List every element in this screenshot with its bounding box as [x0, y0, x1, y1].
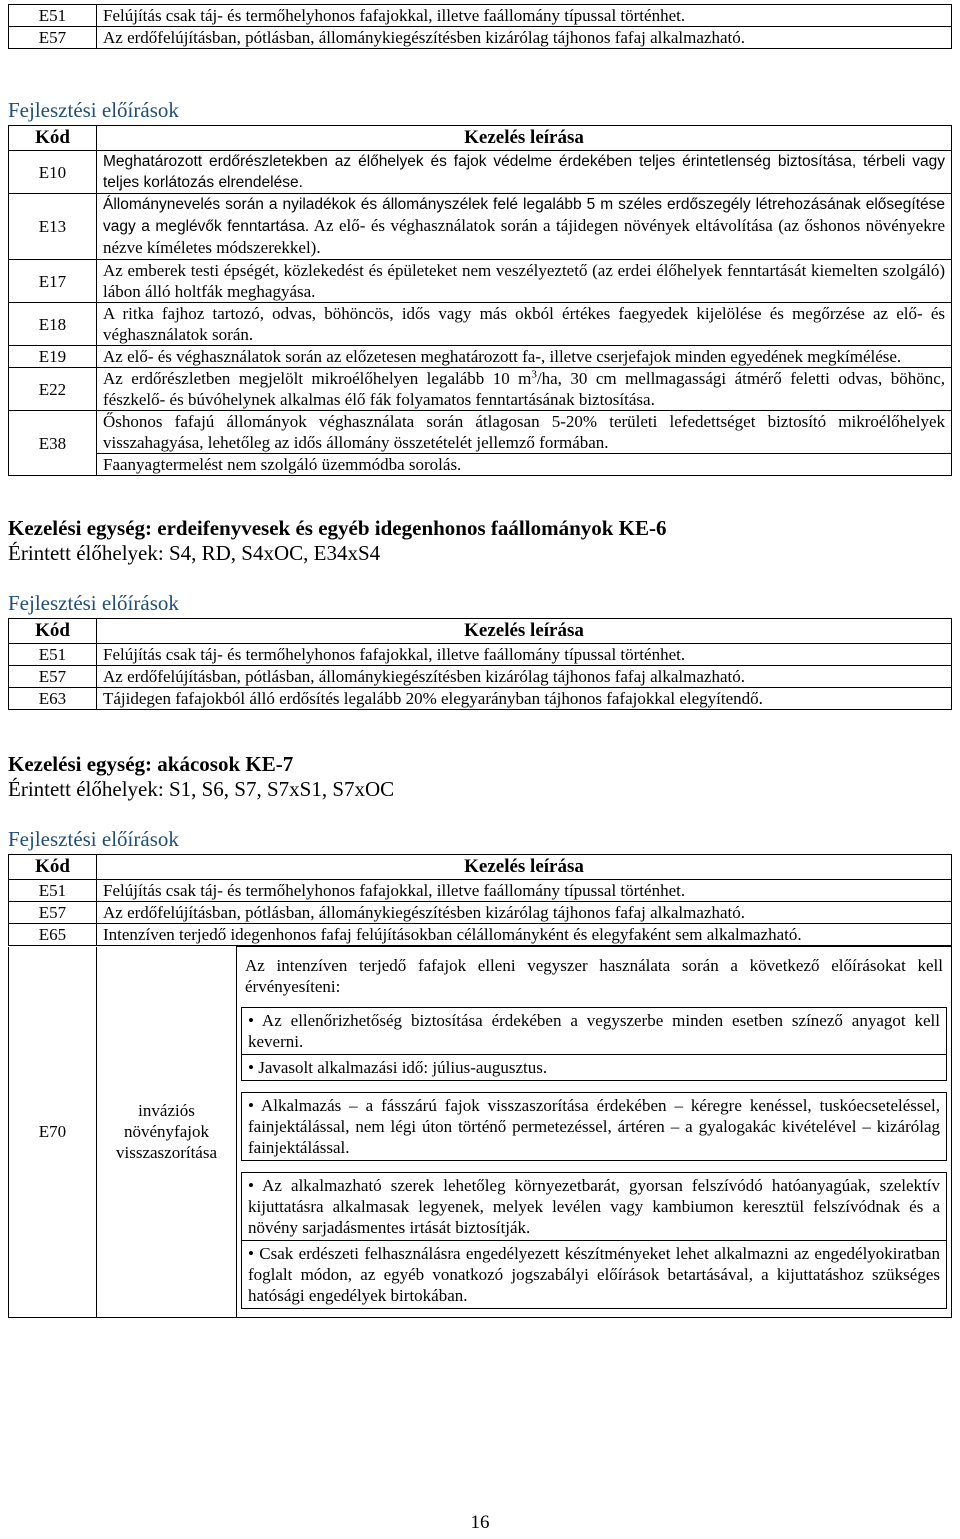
- bullet-content: Csak erdészeti felhasználásra engedélyezett készítményeket lehet alkalmazni az engedélyokiratban foglalt módon, az egyéb vonatkozó jogszabályi előírások betartásával, a kijuttatáshoz szükséges hatósági engedélyek birtokában.: [248, 1244, 940, 1305]
- code-cell: E57: [9, 666, 97, 688]
- desc-header: Kezelés leírása: [97, 126, 952, 151]
- table-header: [9, 619, 952, 644]
- desc-cell: Meghatározott erdőrészletekben az élőhelyek és fajok védelme érdekében teljes érintetlenség biztosítása, térbeli vagy teljes korlátozás elrendelése.: [97, 151, 952, 194]
- bullet-text: [242, 1093, 947, 1161]
- table-row: [9, 151, 952, 194]
- bullet-content: Az alkalmazható szerek lehetőleg környezetbarát, gyorsan felszívódó hatóanyagúak, szelektív kijuttatásra alkalmasak legyenek, melyek levélen vagy kambiumon keresztül felszívódnak és a növény sarjadásmentes irtását biztosítják.: [248, 1176, 941, 1237]
- desc-cell: Intenzíven terjedő idegenhonos fafaj felújításokban célállományként és elegyfaként sem alkalmazható.: [97, 924, 952, 946]
- desc-cell: Az emberek testi épségét, közlekedést és épületeket nem veszélyeztető (az erdei élőhelyek fenntartását kiemelten szolgáló) lábon álló holtfák meghagyása.: [97, 260, 952, 303]
- list-item: [242, 1241, 947, 1309]
- top-table: [8, 4, 952, 49]
- page-number: 16: [470, 1512, 490, 1533]
- e70-details: [237, 947, 952, 1318]
- code-cell: E51: [9, 5, 97, 27]
- table-row: [9, 688, 952, 710]
- superscript: 3: [531, 368, 537, 381]
- ke6-table: [8, 618, 952, 710]
- code-cell: E65: [9, 924, 97, 946]
- desc-header: Kezelés leírása: [97, 855, 952, 880]
- desc-text-continued: /ha, 30 cm mellmagassági átmérő feletti odvas, böhönc, fészkelő- és búvóhelynek alkalmas élő fák folyamatos fenntartásának biztosítása.: [103, 369, 945, 409]
- desc-cell: [97, 194, 952, 260]
- list-item: [242, 1173, 947, 1241]
- desc-cell: Az erdőfelújításban, pótlásban, állománykiegészítésben kizárólag tájhonos fafaj alkalmazható.: [97, 902, 952, 924]
- desc-cell: Őshonos fafajú állományok véghasználata során átlagosan 5-20% területi lefedettséget biztosító mikroélőhelyek visszahagyása, lehetőleg az idős állomány összetételét jellemző formában.: [97, 411, 952, 454]
- code-cell: E51: [9, 644, 97, 666]
- table-row: [9, 194, 952, 260]
- desc-cell: [97, 368, 952, 411]
- table-header: [9, 126, 952, 151]
- table-row: [9, 880, 952, 902]
- bullet-text: [242, 1173, 947, 1241]
- desc-cell: Tájidegen fafajokból álló erdősítés legalább 20% elegyarányban tájhonos fafajokkal elegyítendő.: [97, 688, 952, 710]
- list-item: [242, 1008, 947, 1055]
- bullet-content: Az ellenőrizhetőség biztosítása érdekében a vegyszerbe minden esetben színező anyagot kell keverni.: [248, 1011, 941, 1051]
- desc-cell: Felújítás csak táj- és termőhelyhonos fafajokkal, illetve faállomány típussal történhet.: [97, 5, 952, 27]
- bullet-text: [242, 1008, 947, 1055]
- desc-cell: Felújítás csak táj- és termőhelyhonos fafajokkal, illetve faállomány típussal történhet.: [97, 644, 952, 666]
- section-title: Fejlesztési előírások: [8, 98, 179, 122]
- list-item: [242, 1093, 947, 1161]
- ke7-table: [8, 854, 952, 946]
- bullet-icon: •: [248, 1244, 254, 1263]
- code-cell: E22: [9, 368, 97, 411]
- table-header: [9, 855, 952, 880]
- code-cell: E19: [9, 346, 97, 368]
- bullet-content: Alkalmazás – a fásszárú fajok visszaszorítása érdekében – kéregre kenéssel, tuskóecseteléssel, fainjektálással, nem légi úton történő permetezéssel, ártéren – a gyalogakác kivételével – kizárólag fainjektálással.: [248, 1096, 941, 1157]
- table-row: [9, 346, 952, 368]
- table-row: [9, 924, 952, 946]
- table-row: [9, 27, 952, 49]
- table-row: [9, 644, 952, 666]
- list-item: [242, 1055, 947, 1081]
- table-row: [9, 260, 952, 303]
- table-row: [9, 5, 952, 27]
- code-cell: E38: [9, 411, 97, 476]
- desc-text-continued: Az elő- és véghasználatok során a tájidegen növények eltávolítása (az őshonos növényekre nézve kíméletes módszerekkel).: [103, 216, 945, 257]
- code-header: Kód: [9, 126, 97, 151]
- table-row: [9, 368, 952, 411]
- bullet-icon: •: [248, 1011, 254, 1030]
- e70-intro: Az intenzíven terjedő fafajok elleni vegyszer használata során a következő előírásokat kell érvényesíteni:: [245, 956, 943, 996]
- bullet-icon: •: [248, 1058, 254, 1077]
- code-cell: E18: [9, 303, 97, 346]
- table-row: [9, 411, 952, 454]
- unit-habitats-ke6: Érintett élőhelyek: S4, RD, S4xOC, E34xS4: [8, 541, 381, 565]
- bullet-text: [242, 1055, 947, 1081]
- desc-cell: Az erdőfelújításban, pótlásban, állománykiegészítésben kizárólag tájhonos fafaj alkalmazható.: [97, 666, 952, 688]
- code-cell: E63: [9, 688, 97, 710]
- document-page: [8, 4, 952, 1318]
- bullet-icon: •: [248, 1096, 254, 1115]
- table-row: [9, 454, 952, 476]
- code-cell: E57: [9, 902, 97, 924]
- desc-cell: A ritka fajhoz tartozó, odvas, böhöncös, idős vagy más okból értékes faegyedek kijelölése és megőrzése az elő- és véghasználatok során.: [97, 303, 952, 346]
- code-cell: E17: [9, 260, 97, 303]
- development-table: [8, 125, 952, 476]
- desc-cell: Az elő- és véghasználatok során az előzetesen meghatározott fa-, illetve cserjefajok minden egyedének megkímélése.: [97, 346, 952, 368]
- desc-header: Kezelés leírása: [97, 619, 952, 644]
- section-title: Fejlesztési előírások: [8, 591, 179, 615]
- code-header: Kód: [9, 855, 97, 880]
- desc-text: Az erdőrészletben megjelölt mikroélőhelyen legalább 10 m: [103, 369, 532, 388]
- e70-label: inváziós növényfajok visszaszorítása: [97, 947, 237, 1318]
- e70-table: [8, 946, 952, 1318]
- unit-habitats-ke7: Érintett élőhelyek: S1, S6, S7, S7xS1, S7xOC: [8, 777, 395, 801]
- code-cell: E13: [9, 194, 97, 260]
- table-row: [9, 303, 952, 346]
- desc-cell: Az erdőfelújításban, pótlásban, állománykiegészítésben kizárólag tájhonos fafaj alkalmazható.: [97, 27, 952, 49]
- table-row: [9, 902, 952, 924]
- code-cell: E57: [9, 27, 97, 49]
- desc-text: Állománynevelés során a nyiladékok és állományszélek felé legalább 5 m széles erdőszegély létrehozásának elősegítése vagy a meglévők fenntartása.: [103, 196, 945, 235]
- code-cell: E51: [9, 880, 97, 902]
- unit-title-ke6: Kezelési egység: erdeifenyvesek és egyéb idegenhonos faállományok KE-6: [8, 516, 667, 540]
- e70-bullet-list: [241, 1007, 947, 1309]
- desc-cell: Felújítás csak táj- és termőhelyhonos fafajokkal, illetve faállomány típussal történhet.: [97, 880, 952, 902]
- table-row: [9, 947, 952, 1318]
- section-title: Fejlesztési előírások: [8, 827, 179, 851]
- code-cell: E70: [9, 947, 97, 1318]
- bullet-text: [242, 1241, 947, 1309]
- bullet-content: Javasolt alkalmazási idő: július-augusztus.: [258, 1058, 548, 1077]
- unit-title-ke7: Kezelési egység: akácosok KE-7: [8, 752, 294, 776]
- code-cell: E10: [9, 151, 97, 194]
- table-row: [9, 666, 952, 688]
- code-header: Kód: [9, 619, 97, 644]
- bullet-icon: •: [248, 1176, 254, 1195]
- desc-cell: Faanyagtermelést nem szolgáló üzemmódba sorolás.: [97, 454, 952, 476]
